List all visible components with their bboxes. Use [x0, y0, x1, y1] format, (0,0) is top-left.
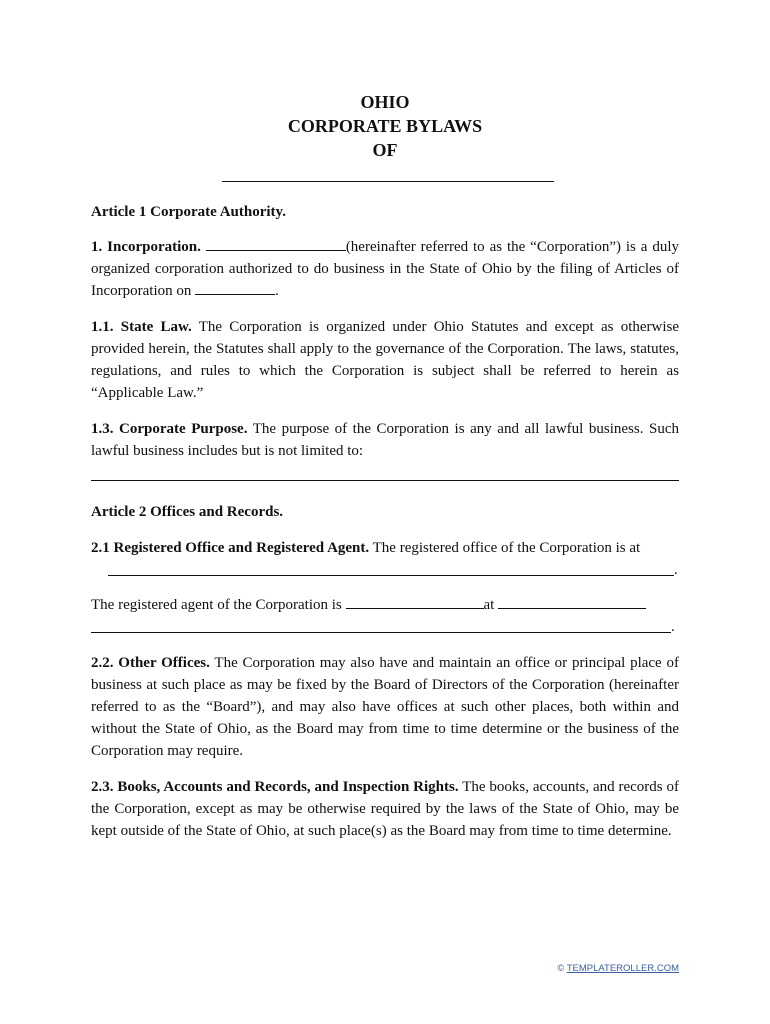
books-records-paragraph: 2.3. Books, Accounts and Records, and Inspection Rights. The books, accounts, and records of the Corporation, except as may be otherwise required by the laws of the State of Ohio, may be kept outside of the State of Ohio, at such place(s) as the Board may from time to time determine. [91, 779, 679, 839]
title-state: OHIO [360, 92, 410, 112]
registered-agent-line: The registered agent of the Corporation is at [91, 594, 679, 616]
registered-office-label: 2.1 Registered Office and Registered Agent. [91, 540, 370, 556]
incorporation-date-field[interactable] [195, 280, 275, 295]
other-offices-label: 2.2. Other Offices. [91, 655, 210, 671]
state-law-paragraph: 1.1. State Law. The Corporation is organized under Ohio Statutes and except as otherwise provided herein, the Statutes shall apply to the governance of the Corporation. The laws, statutes, regulations, and rules to which the Corporation is subject shall be referred to herein as “Applicable Law.” [91, 319, 680, 401]
incorporation-label: 1. Incorporation. [91, 239, 201, 255]
books-records-label: 2.3. Books, Accounts and Records, and Inspection Rights. [91, 779, 459, 795]
copyright-symbol: © [557, 963, 565, 974]
corporate-purpose-label: 1.3. Corporate Purpose. [91, 421, 248, 437]
article-1-heading: Article 1 Corporate Authority. [91, 204, 286, 220]
registered-agent-address-line-2[interactable] [91, 632, 671, 633]
corporate-purpose-paragraph: 1.3. Corporate Purpose. The purpose of the Corporation is any and all lawful business. Such lawful business includes but is not limited to: [91, 421, 679, 459]
corporation-name-field[interactable] [206, 236, 346, 251]
incorporation-paragraph: 1. Incorporation. (hereinafter referred to as the “Corporation”) is a duly organized corporation authorized to do business in the State of Ohio by the filing of Articles of Incorporation on . [91, 236, 679, 302]
other-offices-paragraph: 2.2. Other Offices. The Corporation may also have and maintain an office or principal place of business at such place as may be fixed by the Board of Directors of the Corporation (hereinafter referred to as the “Board”), and may also have offices at such other places, both within and without the State of Ohio, as the Board may from time to time determine or the business of the Corporation may require. [91, 655, 680, 759]
registered-office-address-field[interactable] [108, 575, 674, 576]
footer-attribution [557, 963, 679, 974]
registered-office-period: . [674, 562, 678, 578]
state-law-label: 1.1. State Law. [91, 319, 192, 335]
registered-agent-period: . [671, 619, 675, 635]
title-of: OF [372, 140, 398, 160]
corporation-name-blank[interactable] [222, 181, 554, 182]
registered-agent-address-field[interactable] [498, 594, 646, 609]
purpose-fill-line[interactable] [91, 480, 679, 481]
article-2-heading: Article 2 Offices and Records. [91, 504, 284, 520]
registered-agent-name-field[interactable] [346, 594, 484, 609]
registered-office-paragraph: 2.1 Registered Office and Registered Agent. The registered office of the Corporation is at [91, 540, 641, 556]
title-document-type: CORPORATE BYLAWS [287, 116, 483, 136]
templateroller-link[interactable]: TEMPLATEROLLER.COM [566, 963, 679, 974]
